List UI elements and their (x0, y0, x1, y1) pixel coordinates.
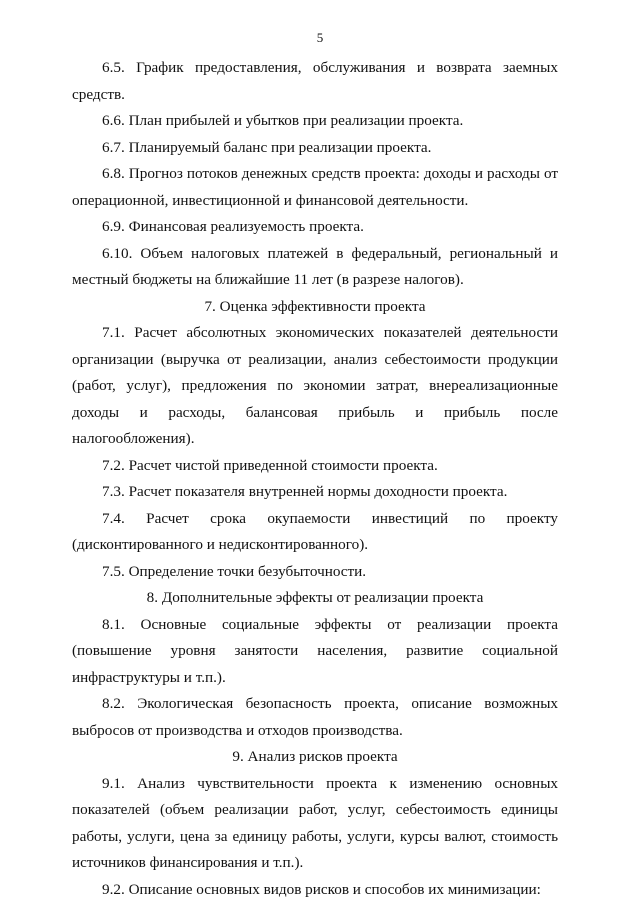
section-heading-9: 9. Анализ рисков проекта (232, 748, 398, 765)
paragraph-6-10: 6.10. Объем налоговых платежей в федеральный, региональный и местный бюджеты на ближайшие 11 лет (в разрезе налогов). (72, 244, 558, 288)
section-heading-7: 7. Оценка эффективности проекта (204, 297, 426, 315)
paragraph-6-9: 6.9. Финансовая реализуемость проекта. (102, 218, 364, 235)
paragraph-7-4: 7.4. Расчет срока окупаемости инвестиций по проекту (дисконтированного и недисконтированного). (72, 509, 558, 553)
section-heading-8: 8. Дополнительные эффекты от реализации проекта (146, 589, 484, 606)
paragraph-6-7: 6.7. Планируемый баланс при реализации проекта. (102, 138, 432, 156)
paragraph-7-1: 7.1. Расчет абсолютных экономических показателей деятельности организации (выручка от реализации, анализ себестоимости продукции (работ, услуг), предложения по экономии затрат, внереализационные доходы и расходы, балансовая прибыль и прибыль после налогообложения). (72, 324, 558, 447)
paragraph-8-2: 8.2. Экологическая безопасность проекта, описание возможных выбросов от производства и отходов производства. (72, 695, 558, 739)
paragraph-6-5: 6.5. График предоставления, обслуживания и возврата заемных средств. (72, 59, 558, 103)
paragraph-7-5: 7.5. Определение точки безубыточности. (102, 562, 367, 580)
paragraph-9-2: 9.2. Описание основных видов рисков и способов их минимизации: (102, 880, 541, 898)
paragraph-7-2: 7.2. Расчет чистой приведенной стоимости проекта. (102, 456, 438, 474)
page-number: 5 (316, 30, 324, 45)
paragraph-6-6: 6.6. План прибылей и убытков при реализации проекта. (102, 112, 464, 129)
paragraph-7-3: 7.3. Расчет показателя внутренней нормы доходности проекта. (102, 483, 508, 500)
paragraph-9-1: 9.1. Анализ чувствительности проекта к изменению основных показателей (объем реализации работ, услуг, себестоимость единицы работы, услуги, цена за единицу работы, услуги, курсы валют, стоимость источников финансирования и т.п.). (72, 774, 558, 871)
document-body (72, 55, 558, 903)
paragraph-6-8: 6.8. Прогноз потоков денежных средств проекта: доходы и расходы от операционной, инвестиционной и финансовой деятельности. (72, 165, 558, 209)
paragraph-8-1: 8.1. Основные социальные эффекты от реализации проекта (повышение уровня занятости населения, развитие социальной инфраструктуры и т.п.). (72, 615, 558, 686)
